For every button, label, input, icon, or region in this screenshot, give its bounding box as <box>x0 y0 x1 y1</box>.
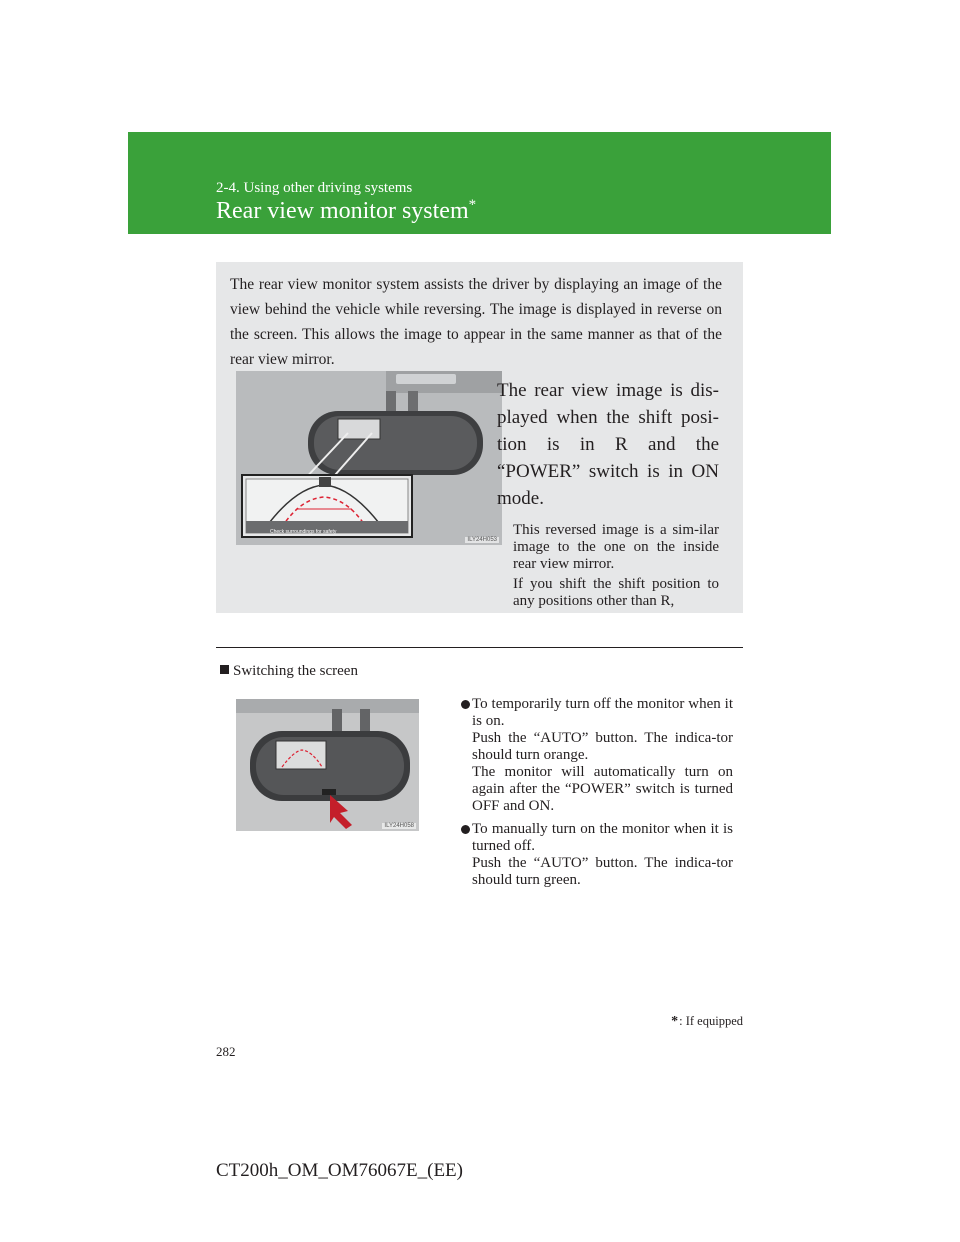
divider <box>216 647 743 648</box>
figure-caption: Check surroundings for safety <box>270 529 337 535</box>
round-bullet-icon <box>461 700 470 709</box>
asterisk-icon: * <box>671 1014 679 1029</box>
figure-code: ILY24H058 <box>384 823 414 829</box>
intro-box: The rear view monitor system assists the driver by displaying an image of the view behind the vehicle while reversing. The image is displayed in reverse on the screen. This allows the image to appear in the same manner as that of the rear view mirror. ILY24H053 Check surroundings for safety The rear view image is dis- played when the shift posi- tion is in R and the “POWER” switch is in ON mode. This reversed image is a sim-ilar image to the one on the inside rear view mirror. If you shift the shift position to any positions other than R, <box>216 262 743 613</box>
page-number: 282 <box>216 1044 236 1059</box>
document-code: CT200h_OM_OM76067E_(EE) <box>216 1160 463 1181</box>
mirror-display-illustration <box>236 371 502 545</box>
note-reversed-image: This reversed image is a sim-ilar image to the one on the inside rear view mirror. <box>513 522 719 572</box>
note-shift-position: If you shift the shift position to any positions other than R, <box>513 576 719 609</box>
section-label: 2-4. Using other driving systems <box>216 180 413 196</box>
subsection-heading: Switching the screen <box>220 663 358 680</box>
square-bullet-icon <box>220 665 229 674</box>
intro-text: The rear view monitor system assists the driver by displaying an image of the view behind the vehicle while reversing. The image is displayed in reverse on the screen. This allows the image to appear in the same manner as that of the rear view mirror. <box>230 276 722 368</box>
title-footnote-mark: * <box>468 197 477 213</box>
round-bullet-icon <box>461 825 470 834</box>
instruction-list <box>461 696 733 895</box>
auto-button-drawing <box>236 699 419 831</box>
auto-button-illustration <box>236 699 419 831</box>
figure-code: ILY24H053 <box>467 537 497 543</box>
page-header <box>128 132 831 234</box>
page-title: Rear view monitor system* <box>216 197 477 224</box>
footnote: *: If equipped <box>671 1014 743 1029</box>
mirror-display-drawing <box>236 371 502 545</box>
list-item: To temporarily turn off the monitor when it is on. Push the “AUTO” button. The indica-tor should turn orange. The monitor will automatically turn on again after the “POWER” switch is turned OFF and ON. <box>461 696 733 815</box>
list-item: To manually turn on the monitor when it is turned off. Push the “AUTO” button. The indica-tor should turn green. <box>461 821 733 889</box>
